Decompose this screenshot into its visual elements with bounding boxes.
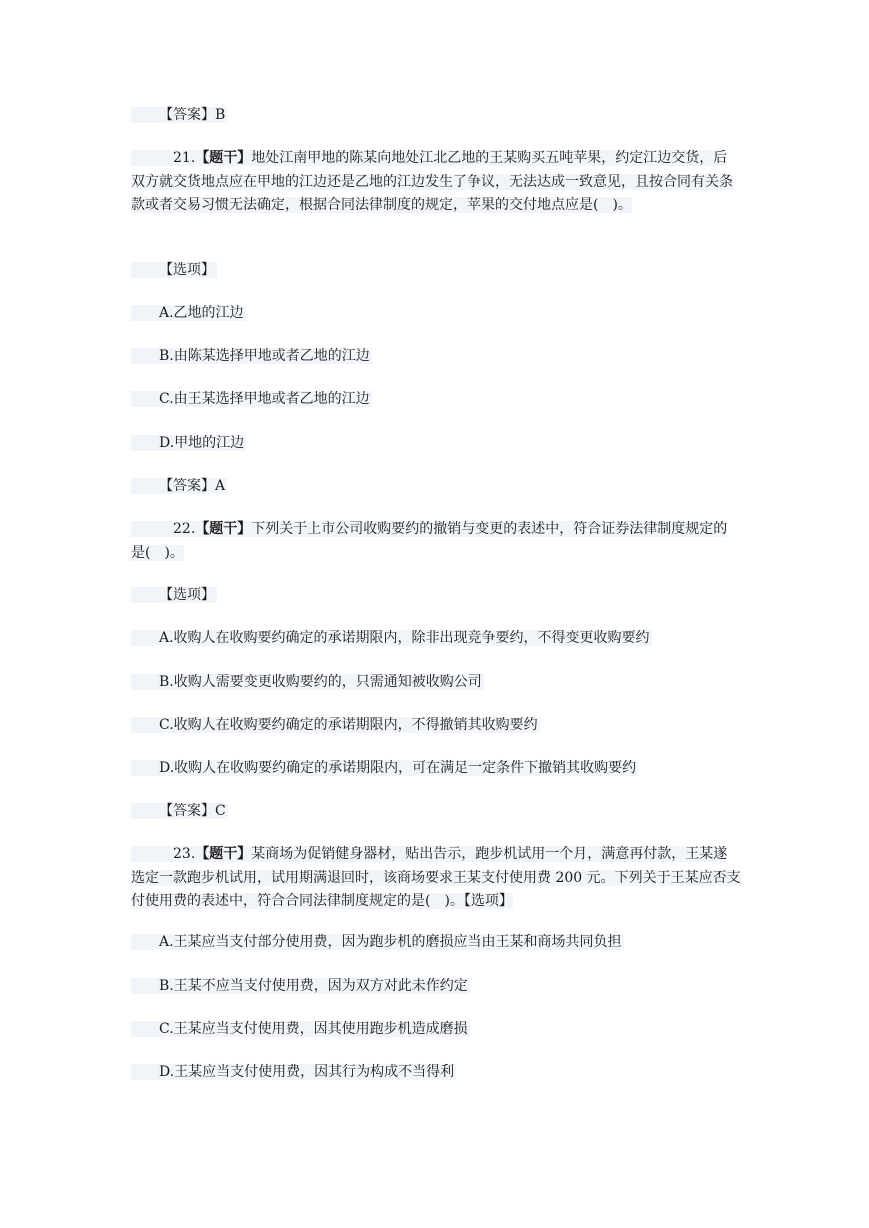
answer-label: 【答案】C bbox=[131, 802, 228, 821]
option-d: D.王某应当支付使用费，因其行为构成不当得利 bbox=[131, 1063, 456, 1082]
answer-label: 【答案】A bbox=[131, 477, 227, 496]
option-a: A.王某应当支付部分使用费，因为跑步机的磨损应当由王某和商场共同负担 bbox=[131, 933, 624, 952]
options-label: 【选项】 bbox=[131, 586, 217, 605]
question-22-stem bbox=[131, 518, 741, 565]
options-label: 【选项】 bbox=[131, 261, 217, 280]
option-b: B.王某不应当支付使用费，因为双方对此未作约定 bbox=[131, 977, 470, 996]
answer-label: 【答案】B bbox=[131, 106, 227, 125]
question-number: 22. bbox=[173, 521, 196, 537]
question-text: 下列关于上市公司收购要约的撤销与变更的表述中，符合证券法律制度规定的是( )。 bbox=[131, 521, 728, 561]
option-c: C.由王某选择甲地或者乙地的江边 bbox=[131, 390, 372, 409]
option-d: D.收购人在收购要约确定的承诺期限内，可在满足一定条件下撤销其收购要约 bbox=[131, 759, 638, 778]
question-text: 某商场为促销健身器材，贴出告示，跑步机试用一个月，满意再付款，王某遂选定一款跑步机试用，试用期满退回时，该商场要求王某支付使用费 200 元。下列关于王某应否支付使用费的表述中，符合合同法律制度规定的是( )。【选项】 bbox=[131, 846, 741, 909]
question-tag: 【题干】 bbox=[195, 846, 252, 862]
question-number: 23. bbox=[173, 846, 196, 862]
option-c: C.王某应当支付使用费，因其使用跑步机造成磨损 bbox=[131, 1020, 470, 1039]
question-21-stem bbox=[131, 147, 741, 218]
option-b: B.收购人需要变更收购要约的，只需通知被收购公司 bbox=[131, 673, 484, 692]
question-tag: 【题干】 bbox=[195, 521, 252, 537]
question-number: 21. bbox=[173, 150, 196, 166]
question-tag: 【题干】 bbox=[195, 150, 252, 166]
option-b: B.由陈某选择甲地或者乙地的江边 bbox=[131, 347, 372, 366]
question-23-stem bbox=[131, 843, 741, 914]
question-text: 地处江南甲地的陈某向地处江北乙地的王某购买五吨苹果，约定江边交货，后双方就交货地点应在甲地的江边还是乙地的江边发生了争议，无法达成一致意见，且按合同有关条款或者交易习惯无法确定，根据合同法律制度的规定，苹果的交付地点应是( )。 bbox=[131, 150, 733, 213]
option-d: D.甲地的江边 bbox=[131, 434, 246, 453]
option-a: A.收购人在收购要约确定的承诺期限内，除非出现竞争要约，不得变更收购要约 bbox=[131, 629, 652, 648]
option-c: C.收购人在收购要约确定的承诺期限内，不得撤销其收购要约 bbox=[131, 716, 540, 735]
option-a: A.乙地的江边 bbox=[131, 304, 246, 323]
